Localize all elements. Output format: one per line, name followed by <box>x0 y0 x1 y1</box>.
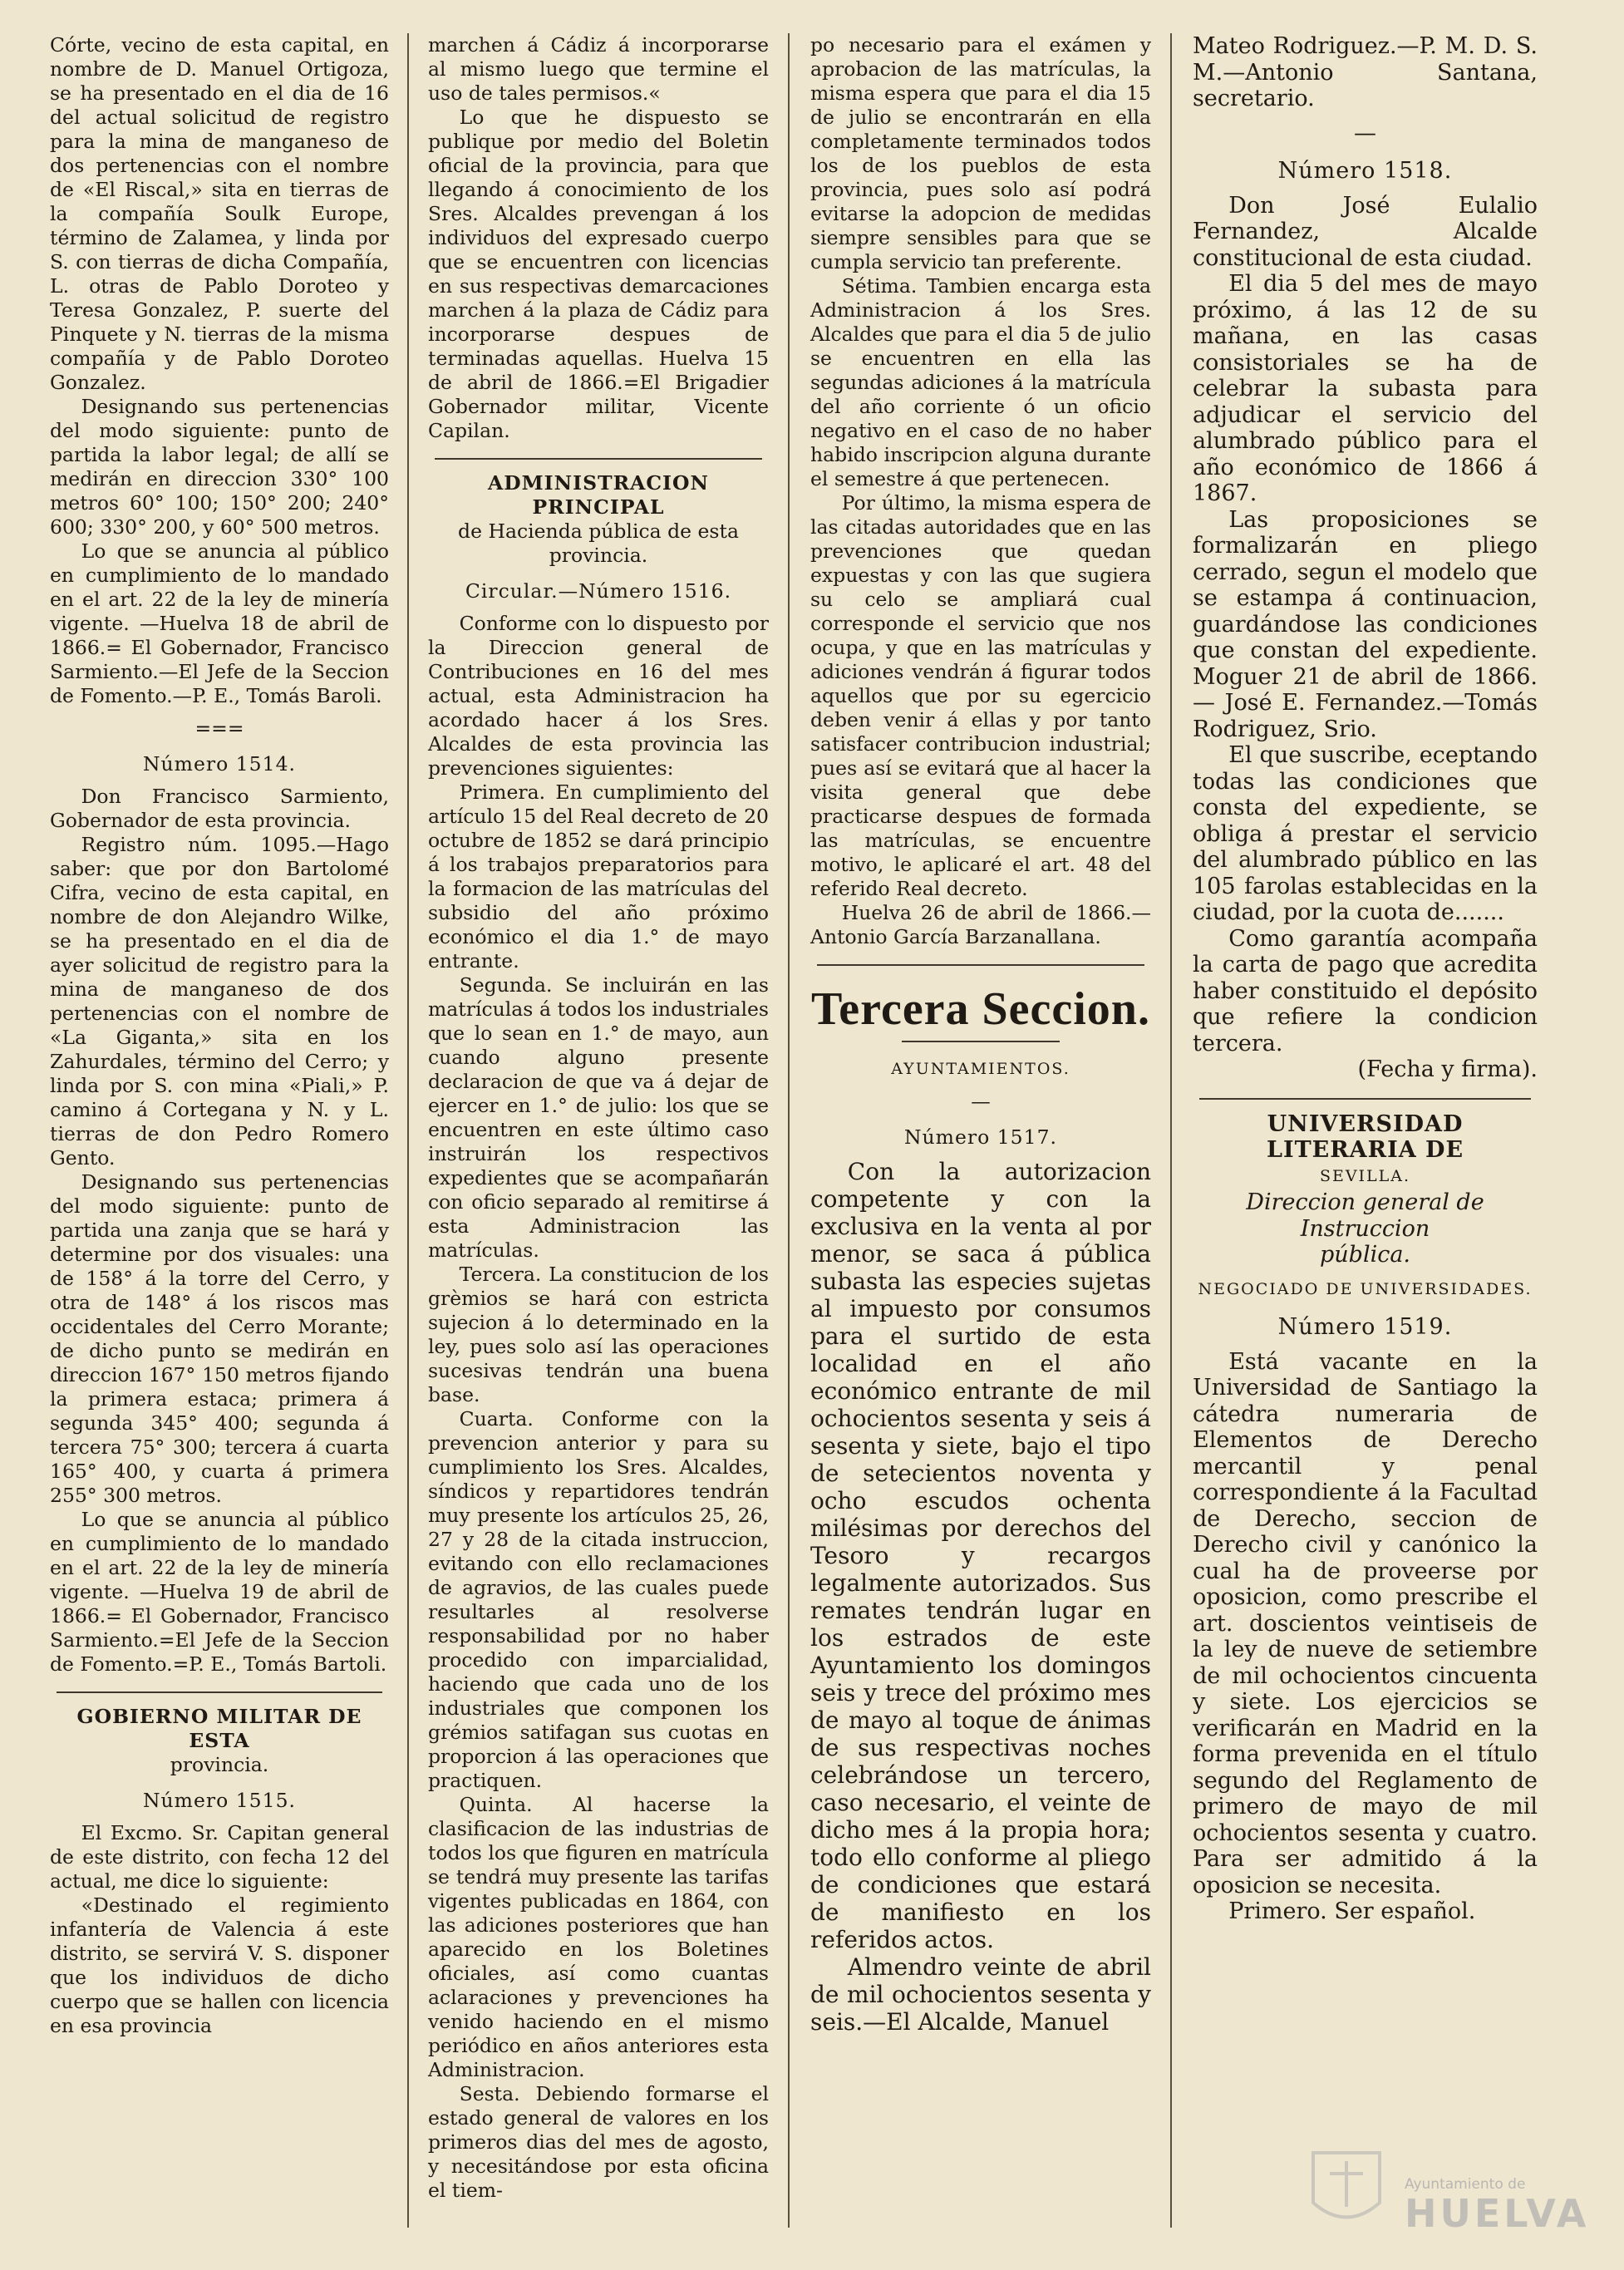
paragraph: Almendro veinte de abril de mil ochocientos sesenta y seis.—El Alcalde, Manuel <box>810 1953 1151 2036</box>
direction-heading: Direccion general de Instruccion <box>1246 1189 1484 1242</box>
paragraph: Sétima. Tambien encarga esta Administracion á los Sres. Alcaldes que para el dia 5 de julio se encuentren en ella las segundas adiciones á la matrícula del año corriente ó un oficio negativo en el caso de no haber habido inscripcion alguna durante el semestre á que pertenecen. <box>810 274 1151 490</box>
column-rule <box>407 33 409 2228</box>
section-subheading: de Hacienda pública de esta provincia. <box>458 519 739 567</box>
paragraph: Está vacante en la Universidad de Santiago la cátedra numeraria de Elementos de Derecho mercantil y penal correspondiente á la Facultad de Derecho, seccion de Derecho civil y canónico la cual ha de proveerse por oposicion, como prescribe el art. doscientos veintiseis de la ley de nueve de setiembre de mil ochocientos cincuenta y siete. Los ejercicios se verificarán en Madrid en la forma prevenida en el título segundo del Reglamento de primero de mayo de mil ochocientos sesenta y cuatro. Para ser admitido á la oposicion se necesita. <box>1193 1348 1538 1898</box>
paragraph: po necesario para el exámen y aprobacion de las matrículas, la misma espera que para el dia 15 de julio se encontrarán en ella completamente terminados todos los de los pueblos de esta provincia, pues solo así podrá evitarse la adopcion de medidas siempre sensibles para que se cumpla servicio tan preferente. <box>810 33 1151 273</box>
paragraph: Sesta. Debiendo formarse el estado general de valores en los primeros dias del mes de agosto, y necesitándose por esta oficina el tiem- <box>428 2082 769 2202</box>
paragraph: Registro núm. 1095.—Hago saber: que por don Bartolomé Cifra, vecino de esta capital, en nombre de don Alejandro Wilke, se ha presentado en el dia de ayer solicitud de registro para la mina de manganeso de dos pertenencias con el nombre de «La Giganta,» sita en los Zahurdales, término del Cerro; y linda por S. con mina «Piali,» P. camino á Cortegana y N. y L. tierras de don Pedro Romero Gento. <box>50 833 389 1169</box>
notice-number: Número 1514. <box>142 752 297 776</box>
signature-note: (Fecha y firma). <box>1357 1056 1538 1082</box>
paragraph: Conforme con lo dispuesto por la Direccion general de Contribuciones en 16 del mes actual, esta Administracion ha acordado hacer á los Sres. Alcaldes de esta provincia las prevenciones siguientes: <box>428 612 769 780</box>
notice-number: Circular.—Número 1516. <box>465 579 732 603</box>
notice-number: Número 1515. <box>142 1789 297 1812</box>
paragraph: Córte, vecino de esta capital, en nombre de D. Manuel Ortigoza, se ha presentado en el dia de 16 del actual solicitud de registro para la mina de manganeso de dos pertenencias con el nombre de «El Riscal,» sita en tierras de la compañía Soulk Europe, término de Zalamea, y linda por S. con tierras de dicha Compañía, L. otras de Pablo Doroteo y Teresa Gonzalez, P. suerte del Pinquete y N. tierras de la misma compañía y de Pablo Doroteo Gonzalez. <box>50 33 389 394</box>
paragraph: Como garantía acompaña la carta de pago que acredita haber constituido el depósito que refiere la condicion tercera. <box>1193 925 1538 1056</box>
paragraph: Lo que se anuncia al público en cumplimiento de lo mandado en el art. 22 de la ley de minería vigente. —Huelva 18 de abril de 1866.= El Gobernador, Francisco Sarmiento.—El Jefe de la Seccion de Fomento.—P. E., Tomás Baroli. <box>50 539 389 707</box>
paragraph: Primera. En cumplimiento del artículo 15 del Real decreto de 20 octubre de 1852 se dará principio á los trabajos preparatorios para la formacion de las matrículas del subsidio del año próximo económico el dia 1.° de mayo entrante. <box>428 780 769 973</box>
notice-number: Número 1518. <box>1277 158 1453 184</box>
section-subheading: AYUNTAMIENTOS. <box>891 1060 1070 1078</box>
paragraph: Tercera. La constitucion de los grèmios se hará con estricta sujecion á lo determinado en la ley, pues solo así las operaciones sucesivas tendrán una buena base. <box>428 1263 769 1406</box>
section-subheading: provincia. <box>170 1753 269 1776</box>
paragraph: Don José Eulalio Fernandez, Alcalde constitucional de esta ciudad. <box>1193 192 1538 271</box>
notice-number: Número 1519. <box>1277 1314 1453 1340</box>
paragraph: El Excmo. Sr. Capitan general de este distrito, con fecha 12 del actual, me dice lo siguiente: <box>50 1821 389 1893</box>
section-rule <box>57 1691 382 1693</box>
paragraph: Con la autorizacion competente y con la exclusiva en la venta al por menor, se saca á pública subasta las especies sujetas al impuesto por consumos para el surtido de esta localidad en el año económico entrante de mil ochocientos sesenta y seis á sesenta y siete, bajo el tipo de setecientos noventa y ocho escudos ochenta milésimas por derechos del Tesoro y recargos legalmente autorizados. Sus remates tendrán lugar en los estrados de este Ayuntamiento los domingos seis y trece del próximo mes de mayo al toque de ánimas de sus respectivas noches celebrándose un tercero, caso necesario, el veinte de dicho mes á la propia hora; todo ello conforme al pliego de condiciones que estará de manifiesto en los referidos actos. <box>810 1158 1151 1953</box>
paragraph: Designando sus pertenencias del modo siguiente: punto de partida una zanja que se hará y determine por dos visuales: una de 158° á la torre del Cerro, y otra de 148° á los riscos mas occidentales del Cerro Morante; de dicho punto se medirán en direccion 167° 150 metros fijando la primera estaca; primera á segunda 345° 400; segunda á tercera 75° 300; tercera á cuarta 165° 400, y cuarta á primera 255° 300 metros. <box>50 1170 389 1507</box>
section-subheading: NEGOCIADO DE UNIVERSIDADES. <box>1198 1279 1533 1298</box>
paragraph: «Destinado el regimiento infantería de Valencia á este distrito, se servirá V. S. disponer que los individuos de dicho cuerpo que se hallen con licencia en esa provincia <box>50 1893 389 2037</box>
separator: === <box>194 716 244 740</box>
paragraph: Huelva 26 de abril de 1866.— Antonio García Barzanallana. <box>810 901 1151 948</box>
column-rule <box>1170 33 1172 2228</box>
section-rule <box>817 964 1144 966</box>
section-rule <box>435 458 762 460</box>
section-rule <box>1199 1098 1531 1100</box>
column-4 <box>1193 33 1538 1925</box>
section-heading: GOBIERNO MILITAR DE ESTA <box>76 1705 362 1752</box>
paragraph: Por último, la misma espera de las citadas autoridades que en las prevenciones que quedan expuestas y con las que sugiera su celo se ampliará cual corresponde el servicio que nos ocupa, y que en las matrículas y adiciones vendrán á figurar todos aquellos que por su egercicio deben venir á ellas y por tanto satisfacer contribucion industrial; pues así se evitará que al hacer la visita general que debe practicarse despues de formada las matrículas, se encuentre motivo, le aplicaré el art. 48 del referido Real decreto. <box>810 491 1151 900</box>
separator: — <box>971 1090 991 1113</box>
paragraph: Don Francisco Sarmiento, Gobernador de esta provincia. <box>50 785 389 832</box>
section-title: Tercera Seccion. <box>811 983 1150 1035</box>
paragraph: Designando sus pertenencias del modo siguiente: punto de partida la labor legal; de allí se medirán en direccion 330° 100 metros 60° 100; 150° 200; 240° 600; 330° 200, y 60° 500 metros. <box>50 395 389 539</box>
column-2 <box>428 33 769 2203</box>
separator: — <box>1354 120 1376 146</box>
paragraph: El que suscribe, eceptando todas las condiciones que consta del expediente, se obliga á prestar el servicio del alumbrado público en las 105 farolas establecidas en la ciudad, por la cuota de....... <box>1193 742 1538 925</box>
paragraph: marchen á Cádiz á incorporarse al mismo luego que termine el uso de tales permisos.« <box>428 33 769 105</box>
paragraph: Quinta. Al hacerse la clasificacion de las industrias de todos los que figuren en matrícula se tendrá muy presente las tarifas vigentes publicadas en 1864, con las adiciones posteriores que han aparecido en los Boletines oficiales, así como cuantas aclaraciones y prevenciones ha venido haciendo en el mismo periódico en años anteriores esta Administracion. <box>428 1793 769 2081</box>
section-heading: ADMINISTRACION PRINCIPAL <box>488 471 709 519</box>
title-underline <box>902 1041 1060 1042</box>
watermark-caption: Ayuntamiento de <box>1405 2176 1526 2193</box>
direction-heading: pública. <box>1319 1242 1411 1268</box>
paragraph: Mateo Rodriguez.—P. M. D. S. M.—Antonio Santana, secretario. <box>1193 33 1538 111</box>
column-3 <box>810 33 1151 2036</box>
paragraph: Cuarta. Conforme con la prevencion anterior y para su cumplimiento los Sres. Alcaldes, síndicos y repartidores tendrán muy presente los artículos 25, 26, 27 y 28 de la citada instruccion, evitando con ello reclamaciones de agravios, de las cuales puede resultarles al resolverse responsabilidad por no haber procedido con imparcialidad, haciendo que cada uno de los industriales que componen los grémios satifagan sus cuotas en proporcion á las operaciones que practiquen. <box>428 1407 769 1792</box>
paragraph: Las proposiciones se formalizarán en pliego cerrado, segun el modelo que se estampa á continuacion, guardándose las condiciones que constan del expediente. Moguer 21 de abril de 1866.— José E. Fernandez.—Tomás Rodriguez, Srio. <box>1193 506 1538 742</box>
paragraph: Segunda. Se incluirán en las matrículas á todos los industriales que lo sean en 1.° de mayo, aun cuando alguno presente declaracion de que va á dejar de ejercer en 1.° de julio: los que se encuentren en este último caso instruirán los respectivos expedientes que se acompañarán con oficio separado al remitirse á esta Administracion las matrículas. <box>428 973 769 1262</box>
section-subheading: SEVILLA. <box>1319 1166 1411 1185</box>
notice-number: Número 1517. <box>903 1125 1058 1149</box>
section-heading: UNIVERSIDAD LITERARIA DE <box>1266 1110 1464 1163</box>
column-rule <box>788 33 790 2228</box>
paragraph: El dia 5 del mes de mayo próximo, á las 12 de su mañana, en las casas consistoriales se ha de celebrar la subasta para adjudicar el servicio del alumbrado público para el año económico de 1866 á 1867. <box>1193 271 1538 506</box>
watermark-name: HUELVA <box>1405 2191 1590 2236</box>
paragraph: Primero. Ser español. <box>1228 1898 1476 1924</box>
paragraph: Lo que se anuncia al público en cumplimiento de lo mandado en el art. 22 de la ley de minería vigente. —Huelva 19 de abril de 1866.= El Gobernador, Francisco Sarmiento.=El Jefe de la Seccion de Fomento.=P. E., Tomás Bartoli. <box>50 1508 389 1676</box>
paragraph: Lo que he dispuesto se publique por medio del Boletin oficial de la provincia, para que llegando á conocimiento de los Sres. Alcaldes prevengan á los individuos del expresado cuerpo que se encuentren con licencias en sus respectivas demarcaciones marchen á la plaza de Cádiz para incorporarse despues de terminadas aquellas. Huelva 15 de abril de 1866.=El Brigadier Gobernador militar, Vicente Capilan. <box>428 106 769 442</box>
column-1 <box>50 33 389 2038</box>
